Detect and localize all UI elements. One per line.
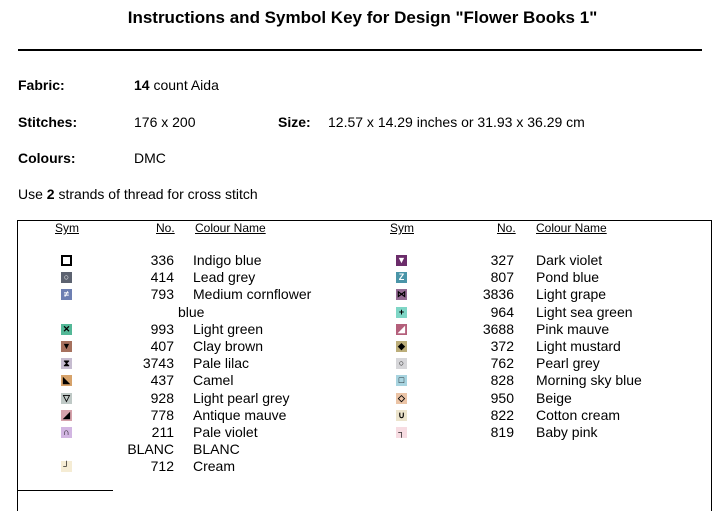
sym-header-right: Sym xyxy=(390,221,414,235)
heart-icon: ▼ xyxy=(397,255,406,265)
fabric-label: Fabric: xyxy=(18,77,65,93)
right-colour-number: 3836 xyxy=(482,286,514,303)
right-colour-number: 762 xyxy=(490,355,514,372)
arch-icon: ∩ xyxy=(61,427,72,438)
footer-rule xyxy=(18,490,113,491)
left-colour-number: 437 xyxy=(150,372,174,389)
strands-pre: Use xyxy=(18,186,43,202)
right-colour-name: Dark violet xyxy=(536,252,603,268)
right-colour-number: 327 xyxy=(490,252,514,268)
stitches-value: 176 x 200 xyxy=(134,114,196,130)
cup-icon: ∪ xyxy=(396,410,407,421)
right-colour-number: 807 xyxy=(490,269,514,286)
left-colour-number: 993 xyxy=(150,320,174,337)
strands-instruction xyxy=(18,186,258,202)
left-colour-name: Cream xyxy=(193,458,236,475)
right-colour-name: Light grape xyxy=(536,286,607,303)
right-colour-number: 3688 xyxy=(482,320,514,337)
right-colour-number: 822 xyxy=(490,406,514,423)
right-colour-number: 819 xyxy=(490,424,514,440)
name-header-left: Colour Name xyxy=(195,221,266,235)
corner-icon: ┘ xyxy=(61,461,72,472)
left-colour-number: 928 xyxy=(150,389,174,406)
square-outline-icon xyxy=(61,255,72,266)
right-colour-name: Pond blue xyxy=(536,269,600,286)
diamond-icon: ◆ xyxy=(396,341,407,352)
strands-count: 2 xyxy=(46,186,55,202)
no-header-right: No. xyxy=(497,221,516,235)
right-colour-number: 372 xyxy=(490,338,514,354)
right-colour-name: Light sea green xyxy=(536,303,633,320)
triangle-outline-icon: ▽ xyxy=(61,393,72,404)
left-colour-name: Light pearl grey xyxy=(193,389,290,406)
left-colour-name: Camel xyxy=(193,372,234,389)
left-colour-number: BLANC xyxy=(127,441,174,458)
circle-icon: ○ xyxy=(61,272,72,283)
circle-outline-icon: ○ xyxy=(396,358,407,369)
corner-icon: ┐ xyxy=(396,427,407,438)
corner-triangle-icon: ◣ xyxy=(61,375,72,386)
triangle-down-icon: ▼ xyxy=(62,341,71,351)
right-colour-number: 964 xyxy=(490,303,514,320)
page-title: Instructions and Symbol Key for Design "Flower Books 1" xyxy=(127,8,598,27)
left-colour-number: 3743 xyxy=(142,355,174,372)
left-colour-number: 778 xyxy=(150,406,174,423)
not-equal-icon: ≠ xyxy=(61,289,72,300)
left-colour-number: 414 xyxy=(150,269,174,286)
name-header-right: Colour Name xyxy=(536,221,607,235)
left-colour-number: 407 xyxy=(150,338,174,354)
right-colour-name: Pearl grey xyxy=(536,355,600,372)
right-colour-name: Cotton cream xyxy=(536,406,621,423)
right-colour-name: Beige xyxy=(536,389,572,406)
left-colour-number: 793 xyxy=(150,286,174,303)
left-colour-name-continued: blue xyxy=(178,303,205,320)
fabric-count: 14 xyxy=(134,77,150,93)
z-icon: Z xyxy=(396,272,407,283)
left-colour-name: Clay brown xyxy=(193,338,264,354)
strands-post: strands of thread for cross stitch xyxy=(58,186,258,202)
right-colour-name: Pink mauve xyxy=(536,320,610,337)
plus-icon: + xyxy=(396,307,407,318)
size-value: 12.57 x 14.29 inches or 31.93 x 36.29 cm xyxy=(328,114,585,130)
bowtie-icon: ⋈ xyxy=(397,289,406,300)
size-label: Size: xyxy=(278,114,311,130)
left-colour-name: Pale violet xyxy=(193,424,258,440)
wedge-icon: ◢ xyxy=(61,410,72,421)
fabric-value xyxy=(134,77,219,93)
hourglass-icon: ⧗ xyxy=(61,358,72,369)
left-colour-name: Lead grey xyxy=(193,269,256,286)
no-header-left: No. xyxy=(156,221,175,235)
wedge-icon: ◢ xyxy=(396,324,407,335)
right-colour-name: Light mustard xyxy=(536,338,621,354)
colours-value: DMC xyxy=(134,150,166,166)
left-colour-name: Medium cornflower xyxy=(193,286,312,303)
left-colour-name: Light green xyxy=(193,320,264,337)
left-colour-number: 712 xyxy=(150,458,174,475)
left-colour-name: Pale lilac xyxy=(193,355,250,372)
colours-label: Colours: xyxy=(18,150,76,166)
left-colour-name: Indigo blue xyxy=(193,252,262,268)
right-colour-name: Baby pink xyxy=(536,424,598,440)
left-colour-name: Antique mauve xyxy=(193,406,287,423)
sym-header-left: Sym xyxy=(55,221,79,235)
x-icon: ✕ xyxy=(62,323,71,334)
diamond-outline-icon: ◇ xyxy=(396,393,407,404)
square-icon: □ xyxy=(396,375,407,386)
right-colour-number: 828 xyxy=(490,372,514,389)
left-colour-number: 211 xyxy=(151,424,174,440)
right-colour-name: Morning sky blue xyxy=(536,372,642,389)
title-divider xyxy=(18,49,702,51)
left-colour-number: 336 xyxy=(150,252,174,268)
fabric-text: count Aida xyxy=(153,77,219,93)
right-colour-number: 950 xyxy=(490,389,514,406)
left-colour-name: BLANC xyxy=(193,441,240,458)
stitches-label: Stitches: xyxy=(18,114,78,130)
